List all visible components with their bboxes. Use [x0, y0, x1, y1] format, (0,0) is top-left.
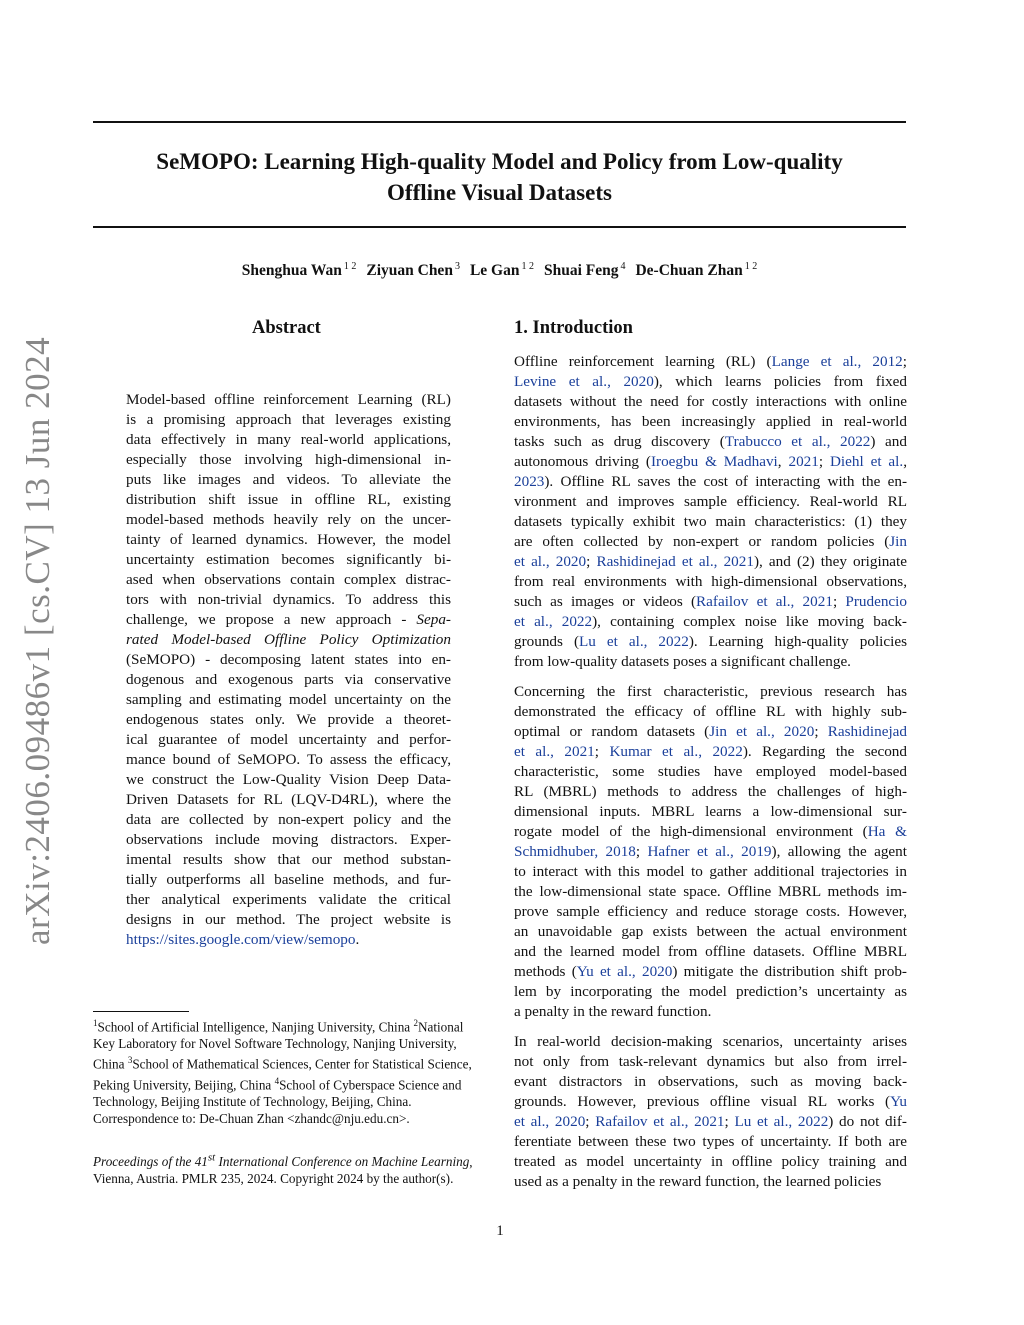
text-line: and the learned model from offline datasets. Offline MBRL — [514, 943, 907, 960]
abstract-line: ical guarantee of model uncertainty and perfor- — [126, 731, 451, 748]
abstract-line: puts like images and videos. To alleviate the — [126, 471, 451, 488]
abstract-line: imental results show that our method substan- — [126, 851, 451, 868]
title-line: SeMOPO: Learning High-quality Model and Policy from Low-quality — [156, 149, 843, 174]
citation-link[interactable]: Lu et al., 2022 — [734, 1113, 829, 1130]
citation-link[interactable]: Prudencio — [845, 593, 907, 610]
abstract-line: designs in our method. The project website is — [126, 911, 451, 928]
top-rule — [93, 121, 906, 123]
abstract-line: especially those involving high-dimensional in- — [126, 451, 451, 468]
text-line: environments, has been increasingly applied in real-world — [514, 413, 907, 430]
text-line: Concerning the first characteristic, previous research has — [514, 683, 907, 700]
abstract-line: data effectively in many real-world applications, — [126, 431, 451, 448]
citation-link[interactable]: et al., 2021 — [514, 743, 595, 760]
abstract-body — [126, 390, 451, 950]
paragraph — [514, 682, 907, 1022]
paragraph — [514, 1032, 907, 1192]
paragraph — [514, 352, 907, 672]
author-list — [93, 261, 906, 280]
citation-link[interactable]: Yu — [890, 1093, 907, 1110]
affiliations-footnote: $^1$School of Artificial Intelligence, Nanjing University, China $^2$National Key Laboratory for Novel Software Technology, Nanjing University, China $^3$School of Mathematical Sciences, Center for Statistical Science, Peking University, Beijing, China $^4$School of Cyberspace Science and Technology, Beijing Institute of Technology, Beijing, China. Correspondence to: De-Chuan Zhan <zhandc@nju.edu.cn>. — [93, 1018, 472, 1126]
citation-link[interactable]: Iroegbu & Madhavi — [650, 453, 778, 470]
text-line: vironment and improves sample efficiency. Real-world RL — [514, 493, 907, 510]
author-name: De-Chuan Zhan $^{1 2}$ — [635, 261, 758, 280]
abstract-line: https://sites.google.com/view/semopo. — [126, 931, 360, 948]
page-number: 1 — [496, 1223, 504, 1239]
paper-title — [93, 146, 906, 208]
text-line: optimal or random datasets (Jin et al., 2020; Rashidinejad — [514, 723, 907, 740]
text-line: tasks such as drug discovery (Trabucco et al., 2022) and — [514, 433, 907, 450]
text-line: datasets without the need for costly interactions with online — [514, 393, 907, 410]
text-line: lem by incorporating the model prediction’s uncertainty as — [514, 983, 907, 1000]
citation-link[interactable]: Rafailov et al., 2021 — [696, 593, 833, 610]
affiliation-marker: 1 2 — [744, 261, 758, 272]
abstract-line: rated Model-based Offline Policy Optimization — [126, 631, 451, 648]
text-line: RL (MBRL) methods to address the challenges of high- — [514, 783, 907, 800]
abstract-line: tors with non-trivial dynamics. To address this — [126, 591, 451, 608]
affiliation-marker: 1 2 — [521, 261, 534, 272]
author-name: Ziyuan Chen $^3$ — [366, 261, 460, 280]
citation-link[interactable]: Yu et al., 2020 — [576, 963, 673, 980]
project-website-link[interactable]: https://sites.google.com/view/semopo — [126, 931, 356, 948]
introduction-heading: 1. Introduction — [514, 318, 633, 338]
citation-link[interactable]: Diehl et al. — [829, 453, 904, 470]
text-line: methods (Yu et al., 2020) mitigate the distribution shift prob- — [514, 963, 907, 980]
abstract-line: dogenous and exogenous parts via conservative — [126, 671, 451, 688]
abstract-line: ther analytical experiments validate the critical — [126, 891, 451, 908]
author-name: Shenghua Wan $^{1 2}$ — [241, 261, 357, 280]
text-line: et al., 2020; Rashidinejad et al., 2021), and (2) they originate — [514, 553, 907, 570]
affiliation-marker: 3 — [454, 261, 460, 272]
abstract-line: sampling and estimating model uncertainty on the — [126, 691, 451, 708]
author-name: Shuai Feng $^4$ — [543, 261, 626, 280]
text-line: not only from task-relevant dynamics but also from irrel- — [514, 1053, 907, 1070]
text-line: grounds (Lu et al., 2022). Learning high-quality policies — [514, 633, 907, 650]
abstract-line: (SeMOPO) - decomposing latent states into en- — [126, 651, 451, 668]
citation-link[interactable]: et al., 2020 — [514, 1113, 586, 1130]
citation-link[interactable]: Kumar et al., 2022 — [609, 743, 743, 760]
text-line: characteristic, some studies have employed model-based — [514, 763, 907, 780]
text-line: 2023). Offline RL saves the cost of interacting with the en- — [514, 473, 907, 490]
text-line: from real environments with high-dimensional observations, — [514, 573, 907, 590]
text-line: demonstrated the efficacy of offline RL with highly sub- — [514, 703, 907, 720]
text-line: datasets typically exhibit two main characteristics: (1) they — [514, 513, 907, 530]
text-line: such as images or videos (Rafailov et al., 2021; Prudencio — [514, 593, 907, 610]
text-line: the low-dimensional state space. Offline MBRL methods im- — [514, 883, 907, 900]
abstract-line: Driven Datasets for RL (LQV-D4RL), where the — [126, 791, 451, 808]
text-line: treated as model uncertainty in offline policy training and — [514, 1153, 907, 1170]
abstract-line: distribution shift issue in offline RL, existing — [126, 491, 451, 508]
text-line: used as a penalty in the reward function, the learned policies — [514, 1173, 882, 1190]
citation-link[interactable]: Jin et al., 2020 — [709, 723, 815, 740]
proceedings-footnote: Proceedings of the 41st International Conference on Machine Learning, Vienna, Austria. PMLR 235, 2024. Copyright 2024 by the author(s). — [93, 1152, 473, 1186]
affiliation-marker: 1 2 — [343, 261, 357, 272]
citation-link[interactable]: Rashidinejad et al., 2021 — [596, 553, 754, 570]
text-line: grounds. However, previous offline visual RL works (Yu — [514, 1093, 907, 1110]
text-line: Offline reinforcement learning (RL) (Lange et al., 2012; — [514, 353, 908, 370]
abstract-line: mance bound of SeMOPO. To assess the efficacy, — [126, 751, 451, 768]
abstract-line: observations include moving distractors. Exper- — [126, 831, 451, 848]
text-line: Schmidhuber, 2018; Hafner et al., 2019), allowing the agent — [514, 843, 907, 860]
abstract-line: tainty of learned dynamics. However, the model — [126, 531, 451, 548]
text-line: evant distractors in observations, such as moving back- — [514, 1073, 907, 1090]
citation-link[interactable]: et al., 2022 — [514, 613, 593, 630]
citation-link[interactable]: Lu et al., 2022 — [579, 633, 689, 650]
citation-link[interactable]: Lange et al., 2012 — [771, 353, 903, 370]
arxiv-stamp: arXiv:2406.09486v1 [cs.CV] 13 Jun 2024 — [18, 336, 57, 945]
citation-link[interactable]: 2023 — [514, 473, 545, 490]
abstract-line: endogenous states only. We provide a theoret- — [126, 711, 451, 728]
citation-link[interactable]: Levine et al., 2020 — [514, 373, 654, 390]
text-line: Levine et al., 2020), which learns policies from fixed — [514, 373, 908, 390]
affiliation-marker: 4 — [620, 261, 626, 272]
title-line: Offline Visual Datasets — [387, 180, 612, 205]
abstract-line: model-based methods heavily rely on the uncer- — [126, 511, 451, 528]
introduction-body — [514, 352, 907, 1202]
text-line: et al., 2021; Kumar et al., 2022). Regarding the second — [514, 743, 907, 760]
text-line: dimensional inputs. MBRL learns a low-dimensional sur- — [514, 803, 907, 820]
abstract-line: we construct the Low-Quality Vision Deep Data- — [126, 771, 451, 788]
text-line: et al., 2020; Rafailov et al., 2021; Lu et al., 2022) do not dif- — [514, 1113, 907, 1130]
abstract-line: ased when observations contain complex distrac- — [126, 571, 451, 588]
citation-link[interactable]: Hafner et al., 2019 — [647, 843, 772, 860]
citation-link[interactable]: et al., 2020 — [514, 553, 587, 570]
abstract-line: challenge, we propose a new approach - Sepa- — [126, 611, 451, 628]
text-line: ferentiate between these two types of uncertainty. If both are — [514, 1133, 907, 1150]
text-line: In real-world decision-making scenarios, uncertainty arises — [514, 1033, 907, 1050]
author-name: Le Gan $^{1 2}$ — [469, 261, 534, 280]
citation-link[interactable]: Trabucco et al., 2022 — [724, 433, 871, 450]
citation-link[interactable]: Ha & — [867, 823, 907, 840]
abstract-line: tially outperforms all baseline methods, and fur- — [126, 871, 451, 888]
text-line: autonomous driving (Iroegbu & Madhavi, 2021; Diehl et al., — [514, 453, 907, 470]
citation-link[interactable]: Rashidinejad — [827, 723, 907, 740]
abstract-line: uncertainty estimation becomes significantly bi- — [126, 551, 451, 568]
citation-link[interactable]: Jin — [889, 533, 907, 550]
abstract-line: Model-based offline reinforcement Learning (RL) — [126, 391, 451, 408]
abstract-line: data are collected by non-expert policy and the — [126, 811, 451, 828]
title-bottom-rule — [93, 226, 906, 228]
citation-link[interactable]: Rafailov et al., 2021 — [595, 1113, 725, 1130]
abstract-line: is a promising approach that leverages existing — [126, 411, 451, 428]
text-line: prove sample efficiency and reduce storage costs. However, — [514, 903, 907, 920]
citation-link[interactable]: 2021 — [788, 453, 819, 470]
text-line: a penalty in the reward function. — [514, 1003, 712, 1020]
citation-link[interactable]: Schmidhuber, 2018 — [514, 843, 636, 860]
footnote-rule — [93, 1011, 189, 1012]
text-line: from low-quality datasets poses a significant challenge. — [514, 653, 851, 670]
text-line: to interact with this model to gather additional trajectories in — [514, 863, 907, 880]
abstract-heading: Abstract — [252, 318, 321, 338]
text-line: an unavoidable gap exists between the actual environment — [514, 923, 907, 940]
text-line: rogate model of the high-dimensional environment (Ha & — [514, 823, 907, 840]
text-line: et al., 2022), containing complex noise like moving back- — [514, 613, 907, 630]
text-line: are often collected by non-expert or random policies (Jin — [514, 533, 907, 550]
